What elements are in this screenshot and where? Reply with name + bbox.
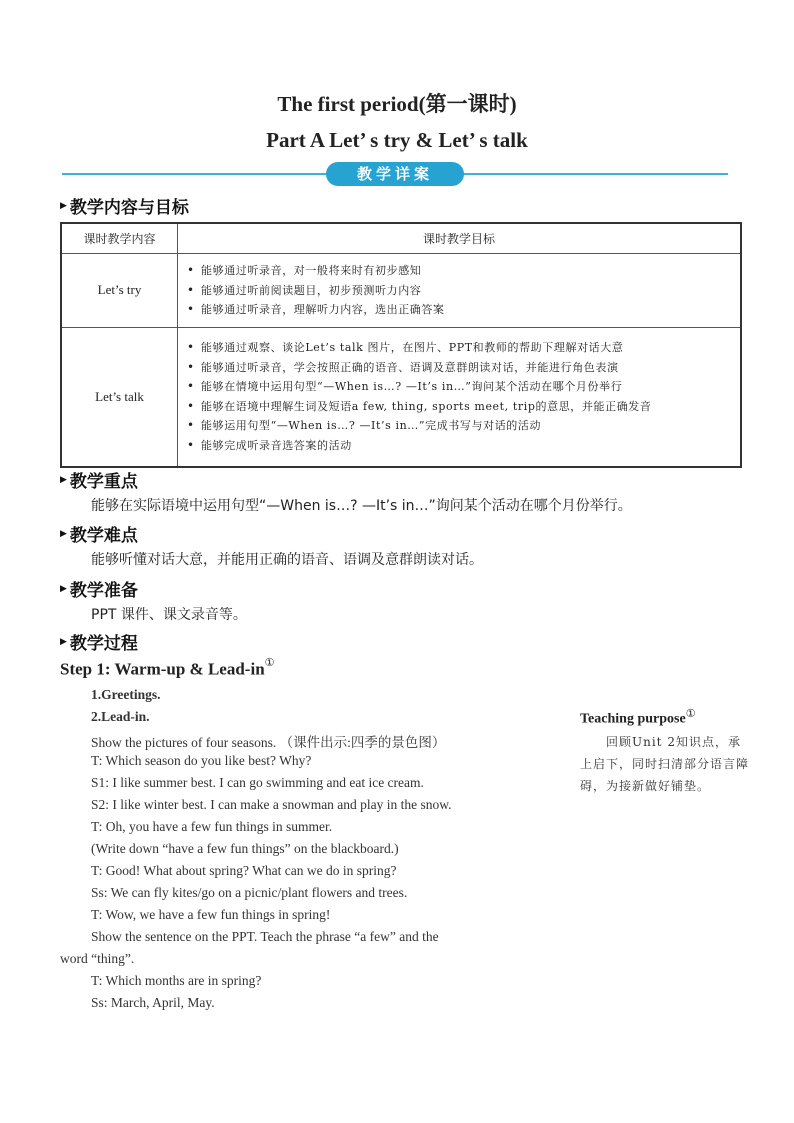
goal-item: • 能够通过听录音，理解听力内容，选出正确答案 <box>201 300 739 320</box>
row-label: Let’s talk <box>61 327 178 467</box>
section-heading-content-goals: ▶ 教学内容与目标 <box>60 198 189 218</box>
table-header-row <box>61 223 741 254</box>
section-heading-preparation: ▶ 教学准备 <box>60 581 138 601</box>
goal-item: • 能够在语境中理解生词及短语a few, thing, sports meet, trip的意思，并能正确发音 <box>201 397 739 417</box>
row-goals <box>178 327 742 467</box>
goal-item: • 能够通过听录音，学会按照正确的语音、语调及意群朗读对话，并能进行角色表演 <box>201 358 739 378</box>
step-title: Step 1: Warm-up & Lead-in① <box>60 657 275 679</box>
goal-item: • 能够通过听前阅读题目，初步预测听力内容 <box>201 281 739 301</box>
section-heading-process: ▶ 教学过程 <box>60 634 138 654</box>
step-line: Ss: March, April, May. <box>91 995 215 1010</box>
section-heading-key-points: ▶ 教学重点 <box>60 472 138 492</box>
section-banner: 教学详案 <box>326 162 464 186</box>
step-line: T: Which months are in spring? <box>91 973 262 988</box>
goals-table <box>60 222 742 468</box>
section-heading-difficult-points: ▶ 教学难点 <box>60 526 138 546</box>
page-title: The first period(第一课时) <box>277 92 517 116</box>
step-line: T: Good! What about spring? What can we do in spring? <box>91 863 397 878</box>
table-row <box>61 327 741 467</box>
page-subtitle: Part A Let’ s try & Let’ s talk <box>266 128 528 152</box>
preparation-text: PPT 课件、课文录音等。 <box>91 607 247 623</box>
step-line: T: Wow, we have a few fun things in spring! <box>91 907 331 922</box>
step-line: (Write down “have a few fun things” on the blackboard.) <box>91 841 399 856</box>
triangle-bullet-icon: ▶ <box>60 475 67 485</box>
step-line: T: Which season do you like best? Why? <box>91 753 312 768</box>
triangle-bullet-icon: ▶ <box>60 201 67 211</box>
step-line: Ss: We can fly kites/go on a picnic/plant flowers and trees. <box>91 885 408 900</box>
goal-item: • 能够在情境中运用句型“—When is…? —It’s in…”询问某个活动在哪个月份举行 <box>201 377 739 397</box>
step-line: word “thing”. <box>60 951 135 966</box>
footnote-mark: ① <box>264 657 275 669</box>
table-header-cell: 课时教学内容 <box>61 223 178 254</box>
row-label: Let’s try <box>61 254 178 328</box>
step-line: Show the pictures of four seasons. （课件出示:四季的景色图） <box>91 735 446 750</box>
teaching-purpose-title: Teaching purpose① <box>580 708 696 727</box>
step-line: S1: I like summer best. I can go swimming and eat ice cream. <box>91 775 424 790</box>
step-line: S2: I like winter best. I can make a snowman and play in the snow. <box>91 797 452 812</box>
table-row <box>61 254 741 328</box>
goal-item: • 能够完成听录音选答案的活动 <box>201 436 739 456</box>
goal-item: • 能够通过观察、谈论Let’s talk 图片，在图片、PPT和教师的帮助下理解对话大意 <box>201 338 739 358</box>
step-line: 2.Lead-in. <box>91 709 150 724</box>
goal-item: • 能够通过听录音，对一般将来时有初步感知 <box>201 261 739 281</box>
triangle-bullet-icon: ▶ <box>60 637 67 647</box>
difficult-points-text: 能够听懂对话大意，并能用正确的语音、语调及意群朗读对话。 <box>91 552 483 568</box>
goal-item: • 能够运用句型“—When is…? —It’s in…”完成书写与对话的活动 <box>201 416 739 436</box>
teaching-purpose-text: 回顾Unit 2知识点，承上启下，同时扫清部分语言障碍，为接新做好铺垫。 <box>580 735 750 793</box>
triangle-bullet-icon: ▶ <box>60 584 67 594</box>
key-points-text: 能够在实际语境中运用句型“—When is…? —It’s in…”询问某个活动在哪个月份举行。 <box>91 498 632 514</box>
row-goals <box>178 254 742 328</box>
triangle-bullet-icon: ▶ <box>60 529 67 539</box>
step-line: 1.Greetings. <box>91 687 161 702</box>
step-line: T: Oh, you have a few fun things in summer. <box>91 819 333 834</box>
footnote-mark: ① <box>685 708 696 720</box>
step-line: Show the sentence on the PPT. Teach the phrase “a few” and the <box>91 929 439 944</box>
table-header-cell: 课时教学目标 <box>178 223 742 254</box>
